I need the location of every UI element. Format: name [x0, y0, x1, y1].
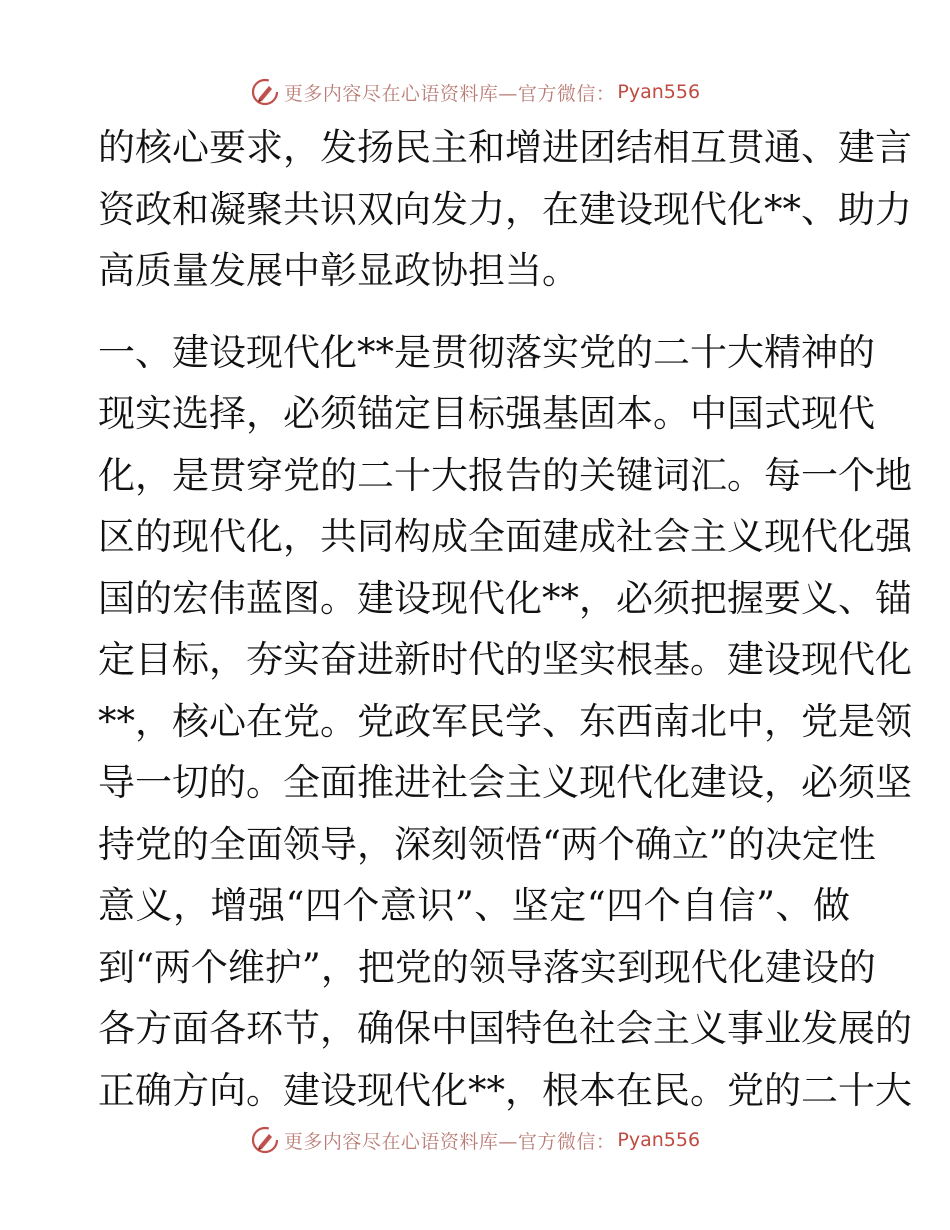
text-line: 资政和凝聚共识双向发力，在建设现代化**、助力	[98, 187, 912, 231]
watermark-wechat-id: Pyan556	[617, 81, 701, 103]
watermark-text: 更多内容尽在心语资料库—官方微信：	[283, 1130, 616, 1153]
text-line: 化，是贯穿党的二十大报告的关键词汇。每一个地	[98, 453, 912, 497]
header-watermark	[0, 72, 950, 112]
document-body	[98, 117, 912, 1121]
text-line: 区的现代化，共同构成全面建成社会主义现代化强	[98, 515, 912, 558]
text-line: 意义，增强“四个意识”、坚定“四个自信”、做	[98, 884, 850, 927]
pen-logo-icon	[250, 1125, 280, 1155]
paragraph	[98, 117, 912, 302]
section-heading-line: 一、建设现代化**是贯彻落实党的二十大精神的	[98, 330, 875, 374]
text-line: 高质量发展中彰显政协担当。	[98, 249, 579, 292]
text-line: 现实选择，必须锚定目标强基固本。中国式现代	[98, 392, 875, 435]
pen-logo-icon	[250, 77, 280, 107]
text-line: 各方面各环节，确保中国特色社会主义事业发展的	[98, 1007, 912, 1050]
text-line: 国的宏伟蓝图。建设现代化**，必须把握要义、锚	[98, 576, 912, 620]
text-line: **，核心在党。党政军民学、东西南北中，党是领	[98, 699, 912, 743]
text-line: 的核心要求，发扬民主和增进团结相互贯通、建言	[98, 126, 912, 169]
text-line: 导一切的。全面推进社会主义现代化建设，必须坚	[98, 761, 912, 804]
text-line: 持党的全面领导，深刻领悟“两个确立”的决定性	[98, 822, 876, 866]
watermark-wechat-id: Pyan556	[617, 1129, 701, 1151]
paragraph	[98, 322, 912, 1122]
text-line: 定目标，夯实奋进新时代的坚实根基。建设现代化	[98, 638, 912, 681]
text-line: 正确方向。建设现代化**，根本在民。党的二十大	[98, 1068, 912, 1112]
footer-watermark	[0, 1120, 950, 1160]
paragraph-gap	[98, 302, 850, 322]
text-line: 到“两个维护”，把党的领导落实到现代化建设的	[98, 945, 876, 989]
watermark-text: 更多内容尽在心语资料库—官方微信：	[283, 82, 616, 105]
